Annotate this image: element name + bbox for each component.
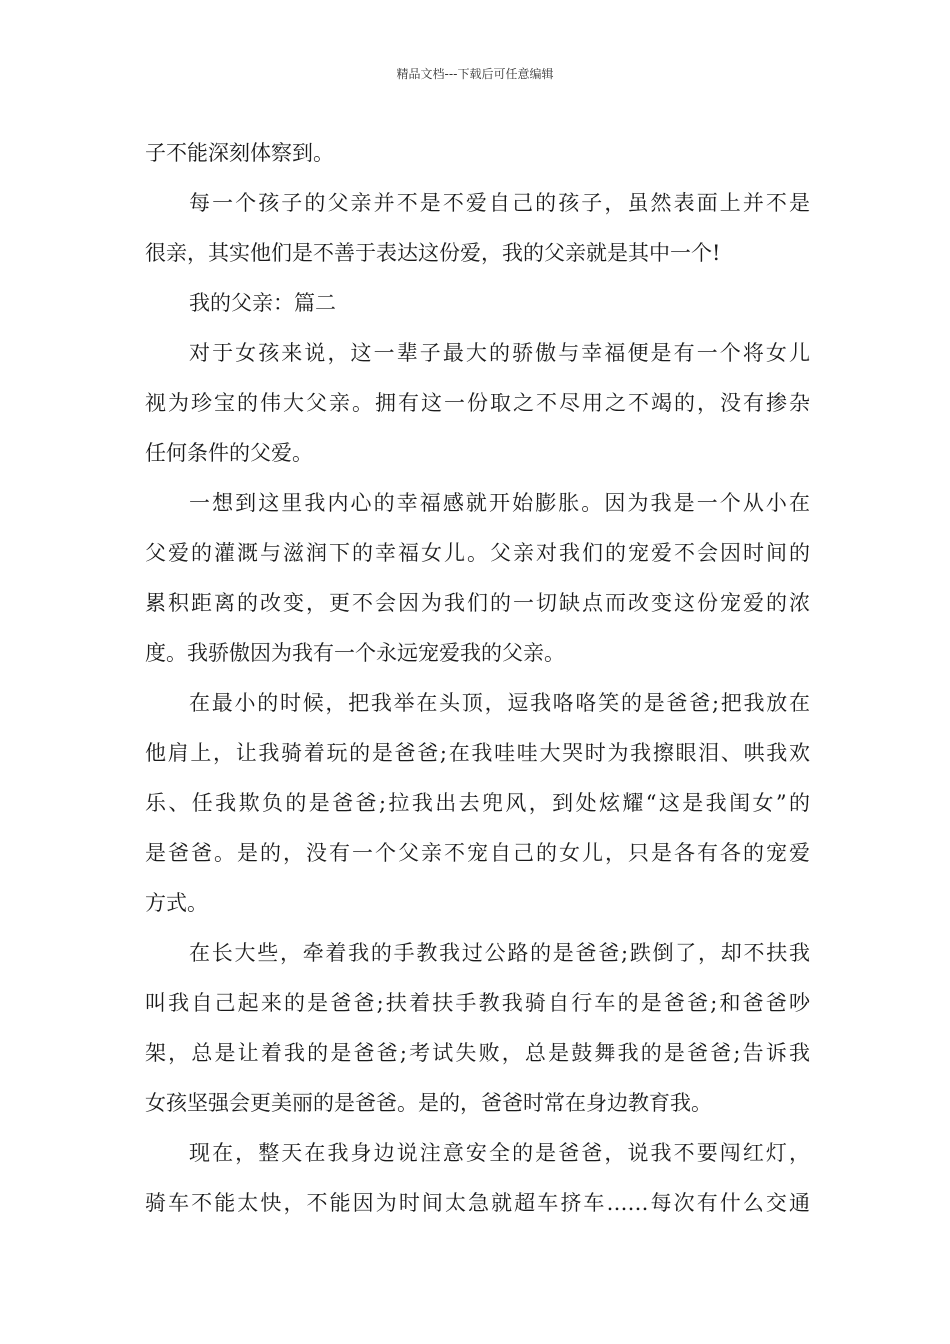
text-line: 方式。: [145, 891, 208, 915]
text-line: 一想到这里我内心的幸福感就开始膨胀。因为我是一个从小在: [189, 491, 810, 515]
page-header: 精品文档---下载后可任意编辑: [396, 67, 554, 81]
text-line: 累积距离的改变，更不会因为我们的一切缺点而改变这份宠爱的浓: [145, 591, 810, 615]
text-line: 他肩上，让我骑着玩的是爸爸;在我哇哇大哭时为我擦眼泪、哄我欢: [145, 741, 810, 765]
text-line: 任何条件的父爱。: [145, 441, 313, 465]
text-line: 每一个孩子的父亲并不是不爱自己的孩子，虽然表面上并不是: [189, 191, 810, 215]
document-body: [145, 128, 810, 1228]
text-line: 我的父亲：篇二: [189, 291, 336, 315]
text-line: 视为珍宝的伟大父亲。拥有这一份取之不尽用之不竭的，没有掺杂: [145, 391, 810, 415]
text-line: 度。我骄傲因为我有一个永远宠爱我的父亲。: [145, 641, 565, 665]
text-line: 现在，整天在我身边说注意安全的是爸爸，说我不要闯红灯，: [189, 1141, 810, 1165]
text-line: 叫我自己起来的是爸爸;扶着扶手教我骑自行车的是爸爸;和爸爸吵: [145, 991, 810, 1015]
text-line: 在最小的时候，把我举在头顶，逗我咯咯笑的是爸爸;把我放在: [189, 691, 810, 715]
text-line: 乐、任我欺负的是爸爸;拉我出去兜风，到处炫耀“这是我闺女”的: [145, 791, 810, 815]
text-line: 很亲，其实他们是不善于表达这份爱，我的父亲就是其中一个!: [145, 241, 721, 265]
text-line: 架，总是让着我的是爸爸;考试失败，总是鼓舞我的是爸爸;告诉我: [145, 1041, 810, 1065]
text-line: 对于女孩来说，这一辈子最大的骄傲与幸福便是有一个将女儿: [189, 341, 810, 365]
text-line: 父爱的灌溉与滋润下的幸福女儿。父亲对我们的宠爱不会因时间的: [145, 541, 810, 565]
text-line: 骑车不能太快，不能因为时间太急就超车挤车……每次有什么交通: [145, 1191, 810, 1215]
text-line: 在长大些，牵着我的手教我过公路的是爸爸;跌倒了，却不扶我: [189, 941, 810, 965]
text-line: 是爸爸。是的，没有一个父亲不宠自己的女儿，只是各有各的宠爱: [145, 841, 810, 865]
text-line: 女孩坚强会更美丽的是爸爸。是的，爸爸时常在身边教育我。: [145, 1091, 712, 1115]
text-line: 子不能深刻体察到。: [145, 141, 334, 165]
